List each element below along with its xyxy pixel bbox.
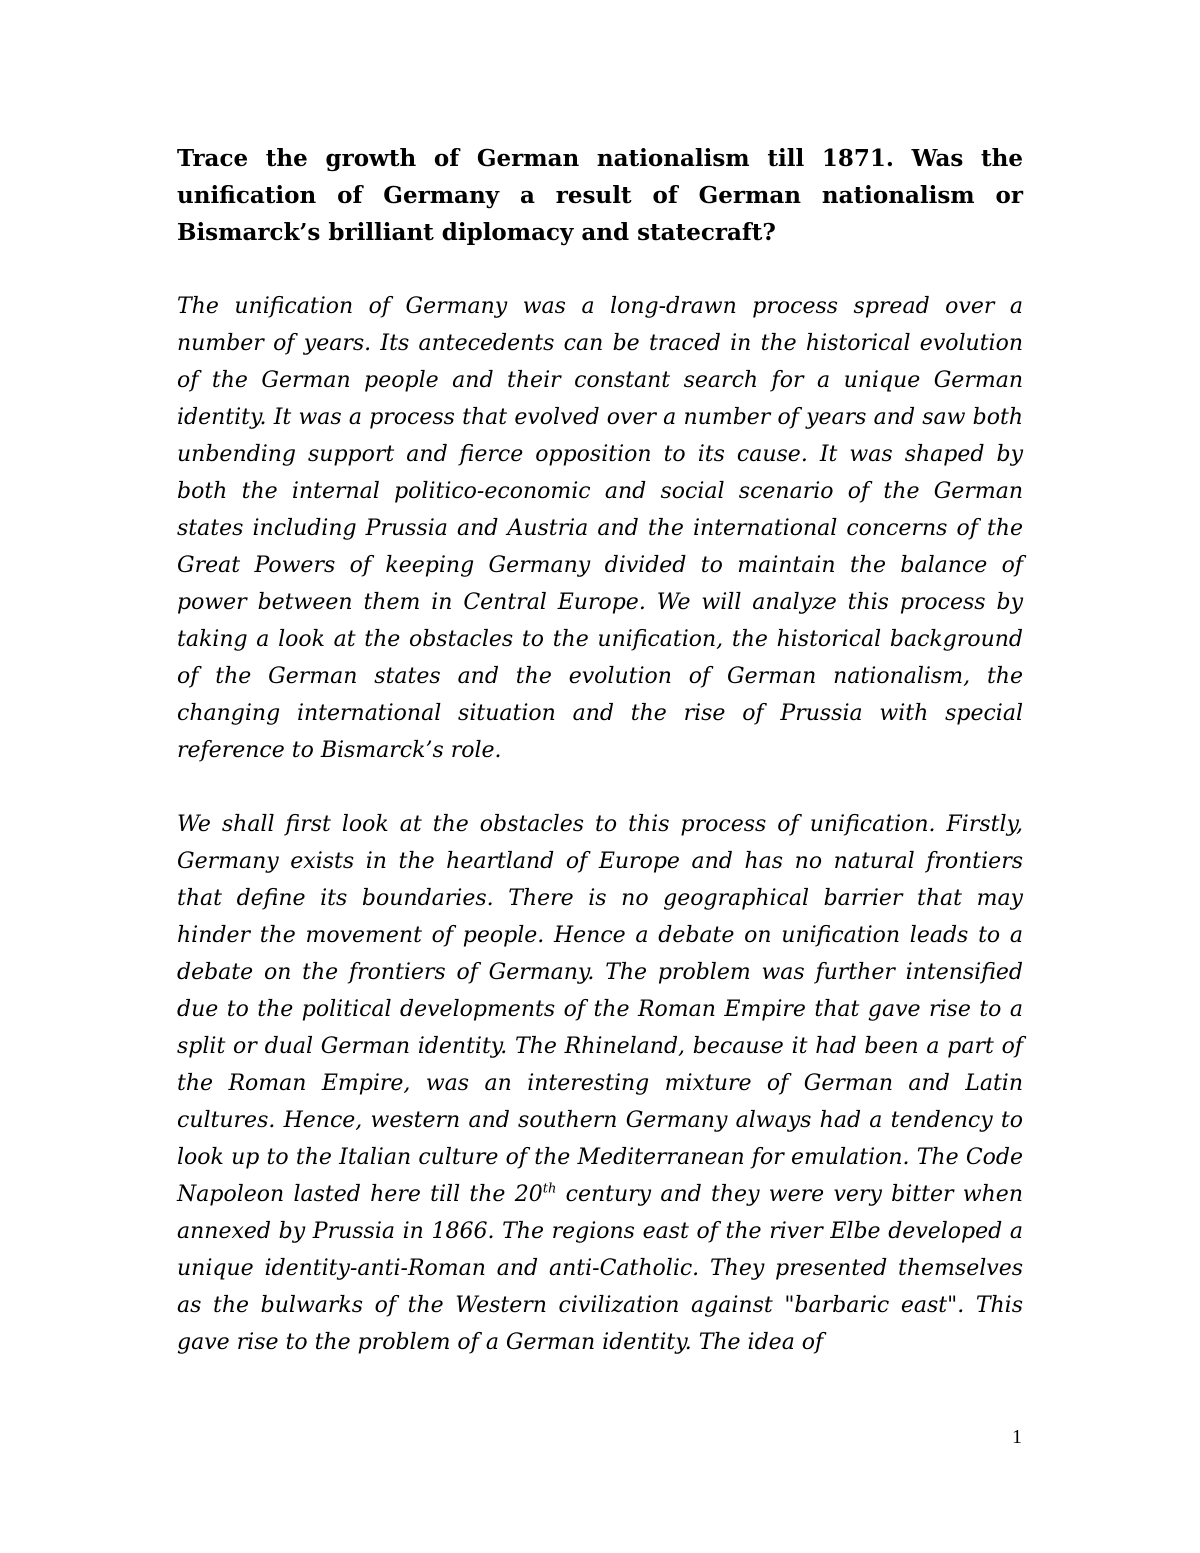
paragraph-obstacles (177, 806, 1023, 1361)
ordinal-superscript: th (542, 1181, 557, 1197)
document-body (177, 140, 1023, 1398)
paragraph-obstacles-text-2: century and they were very bitter when annexed by Prussia in 1866. The regions east of the river Elbe developed a unique identity-anti-Roman and anti-Catholic. They presented themselves as the bulwarks of the Western civilization against "barbaric east". This gave rise to the problem of a German identity. The idea of (177, 1182, 1023, 1355)
document-title: Trace the growth of German nationalism till 1871. Was the unification of Germany a result of German nationalism or Bismarck’s brilliant diplomacy and statecraft? (177, 145, 1023, 246)
page-number: 1 (1012, 1426, 1022, 1448)
paragraph-introduction: The unification of Germany was a long-drawn process spread over a number of years. Its antecedents can be traced in the historical evolution of the German people and their constant search for a unique German identity. It was a process that evolved over a number of years and saw both unbending support and fierce opposition to its cause. It was shaped by both the internal politico-economic and social scenario of the German states including Prussia and Austria and the international concerns of the Great Powers of keeping Germany divided to maintain the balance of power between them in Central Europe. We will analyze this process by taking a look at the obstacles to the unification, the historical background of the German states and the evolution of German nationalism, the changing international situation and the rise of Prussia with special reference to Bismarck’s role. (177, 294, 1023, 763)
paragraph-obstacles-text-1: We shall first look at the obstacles to this process of unification. Firstly, Germany exists in the heartland of Europe and has no natural frontiers that define its boundaries. There is no geographical barrier that may hinder the movement of people. Hence a debate on unification leads to a debate on the frontiers of Germany. The problem was further intensified due to the political developments of the Roman Empire that gave rise to a split or dual German identity. The Rhineland, because it had been a part of the Roman Empire, was an interesting mixture of German and Latin cultures. Hence, western and southern Germany always had a tendency to look up to the Italian culture of the Mediterranean for emulation. The Code Napoleon lasted here till the 20 (177, 812, 1023, 1207)
